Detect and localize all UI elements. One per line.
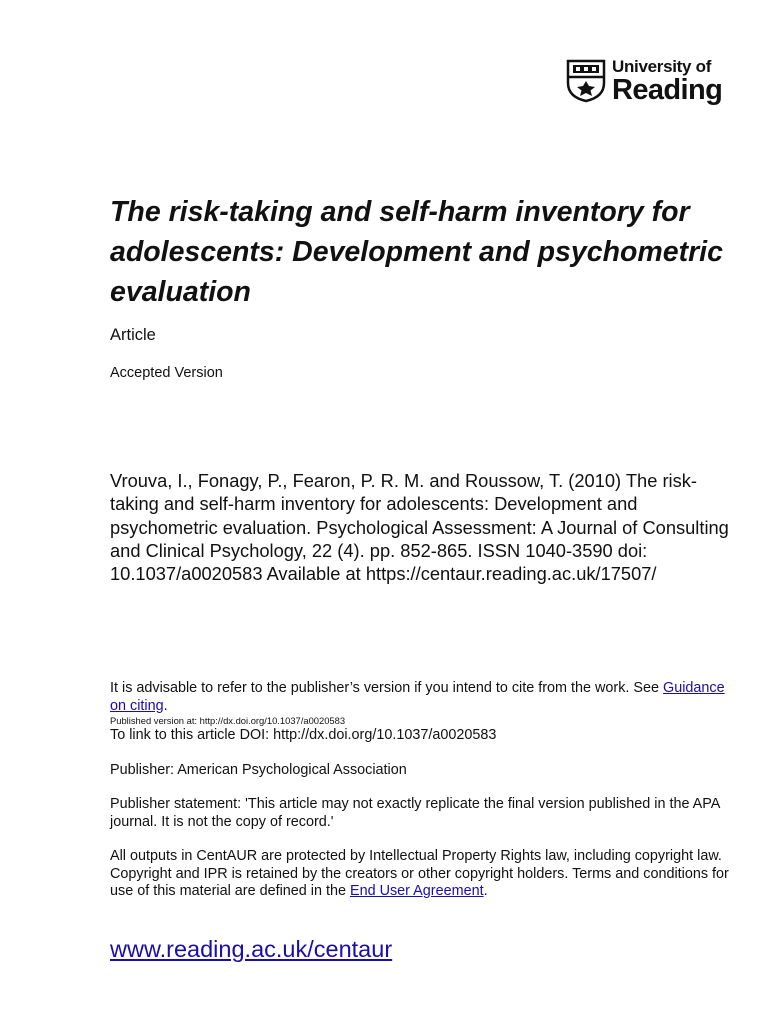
citing-advice-end: . xyxy=(163,697,168,714)
logo-text-line1: University of xyxy=(612,56,712,76)
citation: Vrouva, I., Fonagy, P., Fearon, P. R. M. and Roussow, T. (2010) The risk-taking and self-harm inventory for adolescents: Development and psychometric evaluation. Psychological Assessment: A Journal of Consulting and Clinical Psychology, 22 (4). pp. 852-865. ISSN 1040-3590 doi: 10.1037/a0020583 Available at https://centaur.reading.ac.uk/17507/ xyxy=(110,470,729,585)
article-title: The risk-taking and self-harm inventory for adolescents: Development and psychometric evaluation xyxy=(110,196,723,308)
citing-advice-text: It is advisable to refer to the publisher’s version if you intend to cite from the work. See xyxy=(110,680,663,696)
version-label: Accepted Version xyxy=(110,365,223,381)
rights-statement xyxy=(110,848,730,901)
end-user-agreement-link[interactable]: End User Agreement xyxy=(349,883,484,899)
doi-link-text: To link to this article DOI: http://dx.doi.org/10.1037/a0020583 xyxy=(110,727,497,743)
publisher-line: Publisher: American Psychological Association xyxy=(110,761,407,778)
item-type: Article xyxy=(110,326,156,344)
published-version-note: Published version at: http://dx.doi.org/10.1037/a0020583 xyxy=(110,715,346,726)
rights-end: . xyxy=(483,883,488,899)
guidance-on-citing-link[interactable]: Guidance on citing xyxy=(110,680,725,714)
citing-advice xyxy=(110,680,730,715)
university-logo xyxy=(566,55,726,107)
notes-section xyxy=(110,680,730,901)
university-crest-icon xyxy=(566,59,606,103)
rights-text: All outputs in CentAUR are protected by Intellectual Property Rights law, including copyright law. Copyright and IPR is retained by the creators or other copyright holders. Terms and conditions for use of this material are defined in the xyxy=(110,848,729,899)
centaur-website-link[interactable]: www.reading.ac.uk/centaur xyxy=(110,936,393,962)
logo-text-line2: Reading xyxy=(612,73,723,106)
publisher-statement: Publisher statement: 'This article may not exactly replicate the final version published in the APA journal. It is not the copy of record.' xyxy=(110,796,720,830)
